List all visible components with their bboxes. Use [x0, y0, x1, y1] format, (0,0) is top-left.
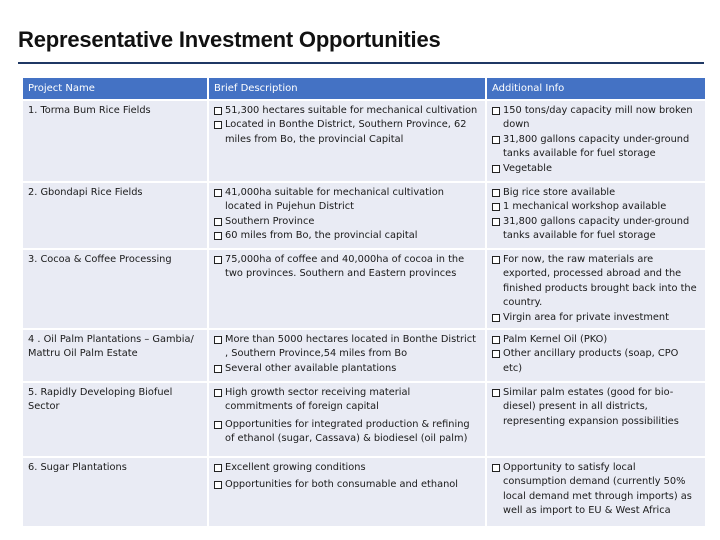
bullet-text: 51,300 hectares suitable for mechanical cultivation [225, 105, 478, 116]
checkbox-bullet-icon [214, 464, 222, 472]
checkbox-bullet-icon [214, 121, 222, 129]
list-item [214, 118, 480, 147]
bullet-list [214, 461, 480, 493]
description-cell [209, 101, 485, 181]
table-row [23, 101, 705, 181]
bullet-list [492, 333, 700, 376]
list-item [214, 386, 480, 415]
bullet-text: 150 tons/day capacity mill now broken down [503, 105, 693, 131]
page-title: Representative Investment Opportunities [18, 27, 441, 52]
header-brief-description: Brief Description [209, 78, 485, 99]
checkbox-bullet-icon [214, 189, 222, 197]
bullet-list [214, 104, 480, 147]
bullet-list [214, 253, 480, 282]
description-cell [209, 250, 485, 328]
bullet-text: 1 mechanical workshop available [503, 201, 667, 213]
checkbox-bullet-icon [492, 336, 500, 344]
project-name-cell: 5. Rapidly Developing Biofuel Sector [23, 383, 207, 456]
project-name-cell: 4 . Oil Palm Plantations – Gambia/ Mattru Oil Palm Estate [23, 330, 207, 381]
list-item [492, 253, 700, 311]
additional-info-cell [487, 383, 705, 456]
bullet-text: 60 miles from Bo, the provincial capital [225, 230, 418, 242]
list-item [492, 311, 700, 325]
table-row [23, 330, 705, 381]
checkbox-bullet-icon [492, 136, 500, 144]
checkbox-bullet-icon [214, 389, 222, 397]
list-item [214, 215, 480, 229]
opportunities-table [21, 76, 707, 528]
project-name-cell: 1. Torma Bum Rice Fields [23, 101, 207, 181]
header-additional-info: Additional Info [487, 78, 705, 99]
table-row [23, 383, 705, 456]
bullet-text: Southern Province [225, 215, 315, 227]
list-item [492, 347, 700, 376]
table-row [23, 183, 705, 248]
bullet-text: More than 5000 hectares located in Bonthe District , Southern Province,54 miles from Bo [225, 334, 477, 360]
project-name-cell: 3. Cocoa & Coffee Processing [23, 250, 207, 328]
checkbox-bullet-icon [492, 203, 500, 211]
project-name-cell: 6. Sugar Plantations [23, 458, 207, 526]
bullet-list [492, 386, 700, 429]
list-item [214, 333, 480, 362]
checkbox-bullet-icon [492, 464, 500, 472]
bullet-text: 75,000ha of coffee and 40,000ha of cocoa in the two provinces. Southern and Eastern provinces [225, 254, 465, 280]
header-row [23, 78, 705, 99]
checkbox-bullet-icon [214, 256, 222, 264]
bullet-text: Similar palm estates (good for bio-diesel) present in all districts, representing expansion possibilities [503, 387, 679, 427]
bullet-text: For now, the raw materials are exported, processed abroad and the finished products brought back into the country. [503, 254, 697, 309]
table-row [23, 250, 705, 328]
checkbox-bullet-icon [214, 365, 222, 373]
bullet-text: Opportunities for integrated production & refining of ethanol (sugar, Cassava) & biodiesel (oil palm) [225, 418, 470, 445]
checkbox-bullet-icon [214, 481, 222, 489]
checkbox-bullet-icon [492, 189, 500, 197]
description-cell [209, 383, 485, 456]
project-name-cell: 2. Gbondapi Rice Fields [23, 183, 207, 248]
checkbox-bullet-icon [492, 165, 500, 173]
checkbox-bullet-icon [492, 218, 500, 226]
list-item [214, 478, 480, 492]
list-item [492, 386, 700, 429]
checkbox-bullet-icon [214, 107, 222, 115]
description-cell [209, 458, 485, 526]
list-item [214, 229, 480, 243]
additional-info-cell [487, 330, 705, 381]
checkbox-bullet-icon [492, 350, 500, 358]
checkbox-bullet-icon [214, 421, 222, 429]
description-cell [209, 183, 485, 248]
bullet-text: Palm Kernel Oil (PKO) [503, 334, 608, 345]
checkbox-bullet-icon [214, 232, 222, 240]
description-cell [209, 330, 485, 381]
title-underline [18, 62, 704, 64]
checkbox-bullet-icon [492, 107, 500, 115]
bullet-list [492, 104, 700, 176]
bullet-list [492, 461, 700, 519]
bullet-text: 41,000ha suitable for mechanical cultivation located in Pujehun District [225, 187, 444, 213]
bullet-text: Located in Bonthe District, Southern Province, 62 miles from Bo, the provincial Capital [225, 119, 467, 145]
checkbox-bullet-icon [214, 336, 222, 344]
bullet-text: Several other available plantations [225, 362, 397, 374]
additional-info-cell [487, 101, 705, 181]
list-item [214, 461, 480, 475]
list-item [492, 104, 700, 133]
list-item [214, 362, 480, 376]
bullet-list [492, 253, 700, 325]
list-item [492, 333, 700, 347]
header-project-name: Project Name [23, 78, 207, 99]
checkbox-bullet-icon [214, 218, 222, 226]
bullet-text: Other ancillary products (soap, CPO etc) [503, 348, 679, 374]
bullet-text: 31,800 gallons capacity under-ground tanks available for fuel storage [503, 133, 690, 160]
additional-info-cell [487, 183, 705, 248]
bullet-text: Opportunity to satisfy local consumption demand (currently 50% local demand met through imports) as well as import to EU & West Africa [503, 462, 692, 517]
list-item [492, 461, 700, 519]
checkbox-bullet-icon [492, 314, 500, 322]
list-item [214, 104, 480, 118]
list-item [214, 186, 480, 215]
bullet-list [214, 386, 480, 447]
bullet-text: Opportunities for both consumable and ethanol [225, 479, 459, 491]
list-item [214, 253, 480, 282]
checkbox-bullet-icon [492, 256, 500, 264]
additional-info-cell [487, 250, 705, 328]
list-item [492, 200, 700, 214]
bullet-list [214, 333, 480, 376]
table-row [23, 458, 705, 526]
bullet-text: High growth sector receiving material commitments of foreign capital [225, 387, 411, 413]
list-item [492, 133, 700, 162]
bullet-text: Virgin area for private investment [503, 311, 669, 323]
bullet-text: Big rice store available [503, 187, 616, 198]
bullet-list [214, 186, 480, 244]
bullet-list [492, 186, 700, 244]
checkbox-bullet-icon [492, 389, 500, 397]
list-item [492, 186, 700, 200]
bullet-text: 31,800 gallons capacity under-ground tanks available for fuel storage [503, 215, 690, 242]
bullet-text: Vegetable [503, 162, 553, 174]
bullet-text: Excellent growing conditions [225, 462, 366, 473]
list-item [214, 418, 480, 447]
additional-info-cell [487, 458, 705, 526]
list-item [492, 215, 700, 244]
list-item [492, 162, 700, 176]
